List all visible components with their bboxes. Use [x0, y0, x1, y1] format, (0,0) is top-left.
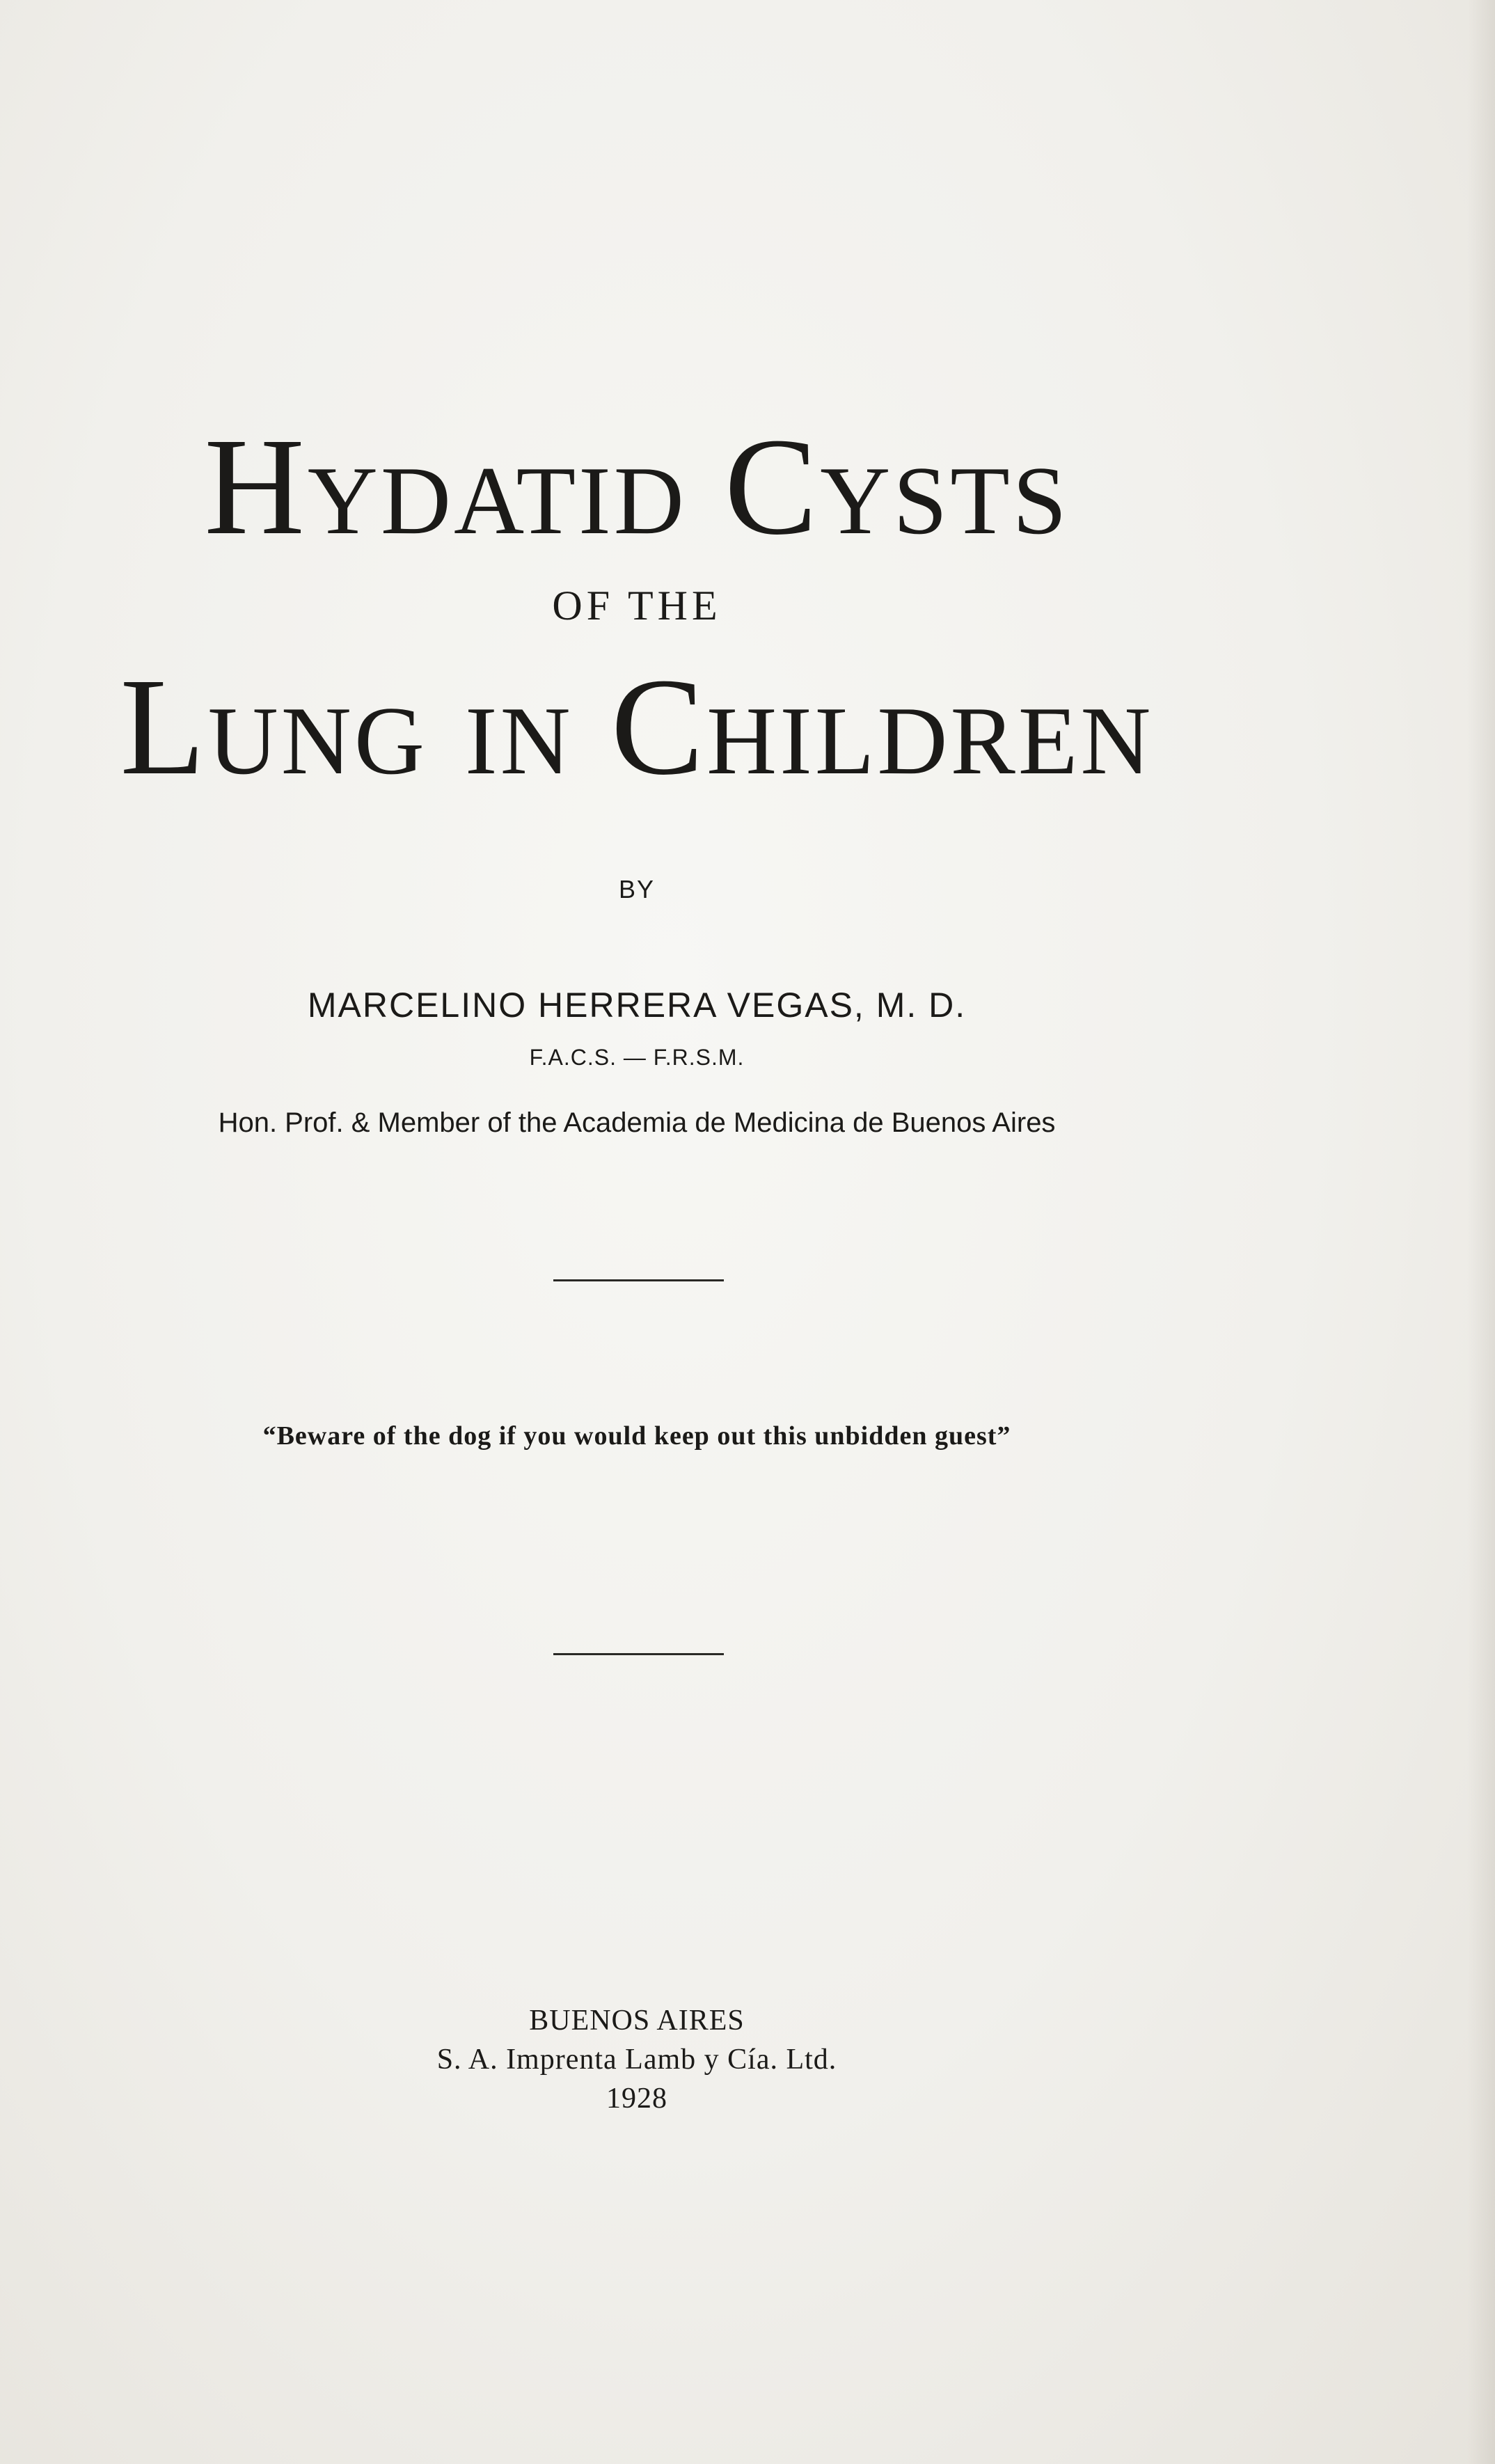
divider-rule-top	[553, 1279, 724, 1281]
title-line-1: Hydatid Cysts	[204, 410, 1070, 564]
title-line-3: Lung in Children	[120, 650, 1154, 804]
imprint-publisher: S. A. Imprenta Lamb y Cía. Ltd.	[436, 2044, 837, 2076]
page-edge-shadow	[1467, 0, 1495, 2464]
title-line-2: OF THE	[552, 583, 722, 629]
byline: BY	[618, 875, 656, 903]
author-credentials: F.A.C.S. — F.R.S.M.	[529, 1045, 745, 1070]
imprint-year: 1928	[606, 2083, 667, 2115]
epigraph: “Beware of the dog if you would keep out this unbidden guest”	[262, 1421, 1011, 1451]
imprint-city: BUENOS AIRES	[529, 2005, 745, 2037]
divider-rule-bottom	[553, 1653, 724, 1655]
author-affiliation: Hon. Prof. & Member of the Academia de Medicina de Buenos Aires	[218, 1107, 1056, 1138]
author-name: MARCELINO HERRERA VEGAS, M. D.	[307, 986, 967, 1025]
